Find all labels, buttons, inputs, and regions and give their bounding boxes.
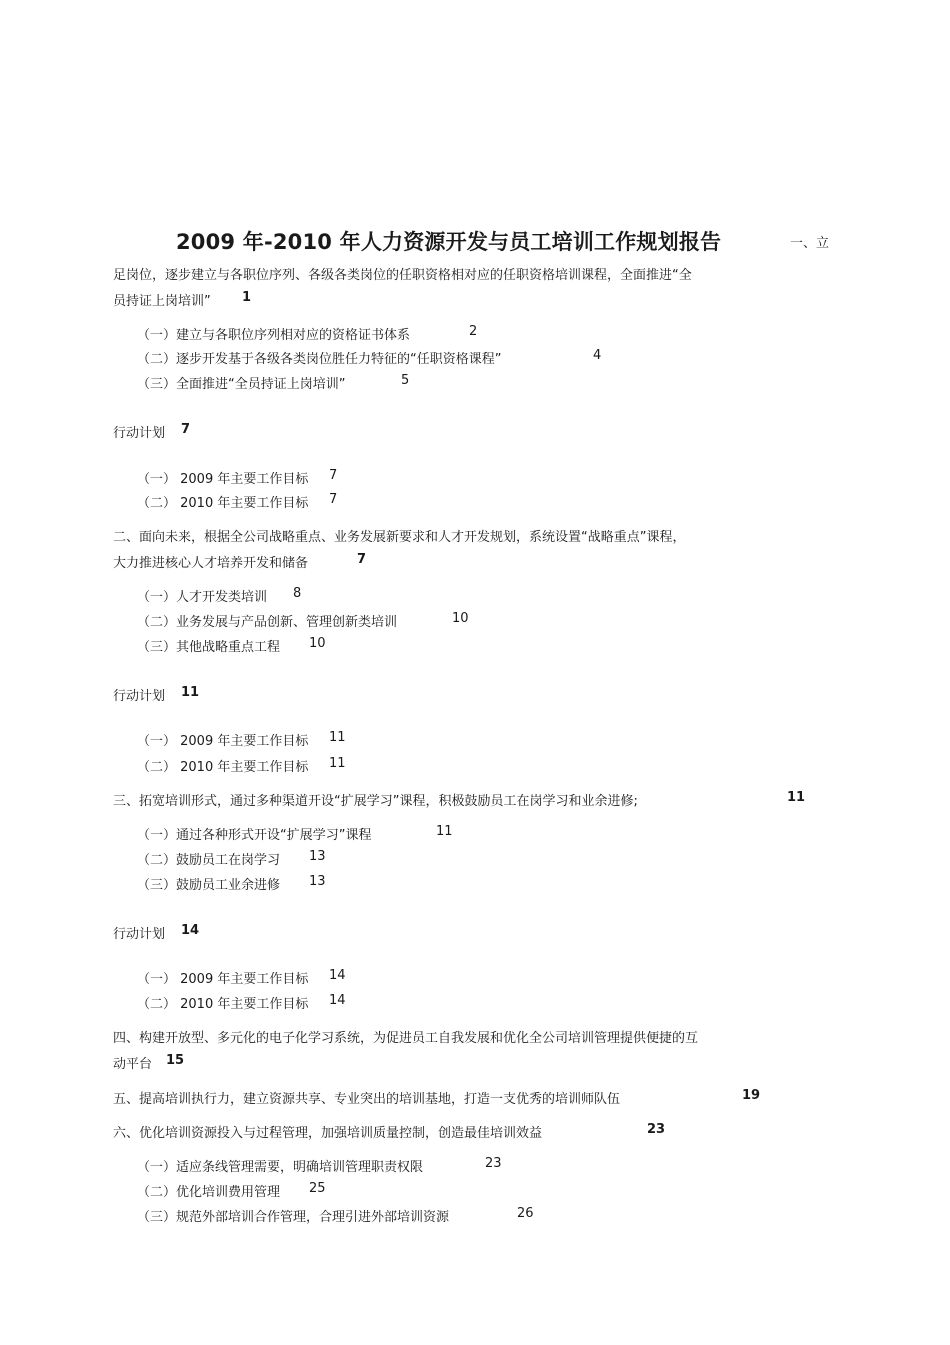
toc-item-3-1: （一）通过各种形式开设“扩展学习”课程 — [137, 828, 372, 843]
toc-section-6-line-1: 六、优化培训资源投入与过程管理，加强培训质量控制，创造最佳培训效益 — [113, 1126, 543, 1141]
toc-plan-1-item-2: （二） 2010 年主要工作目标 — [137, 496, 309, 511]
toc-item-6-1: （一）适应条线管理需要，明确培训管理职责权限 — [137, 1160, 424, 1175]
toc-item-2-3: （三）其他战略重点工程 — [137, 640, 281, 655]
toc-plan-2: 行动计划 — [113, 689, 166, 704]
document-title: 2009 年-2010 年人力资源开发与员工培训工作规划报告 — [176, 230, 722, 254]
toc-section-3-line-1: 三、拓宽培训形式，通过多种渠道开设“扩展学习”课程，积极鼓励员工在岗学习和业余进修; — [113, 794, 638, 809]
toc-section-5-page: 19 — [742, 1088, 761, 1103]
toc-item-1-1-page: 2 — [469, 324, 478, 339]
toc-item-2-1: （一）人才开发类培训 — [137, 590, 268, 605]
toc-item-6-1-page: 23 — [485, 1156, 502, 1171]
toc-plan-3: 行动计划 — [113, 927, 166, 942]
toc-plan-3-item-1: （一） 2009 年主要工作目标 — [137, 972, 309, 987]
toc-section-2-line-2: 大力推进核心人才培养开发和储备 — [113, 556, 309, 571]
toc-section-1-page: 1 — [242, 290, 252, 305]
toc-section-1-line-1: 足岗位，逐步建立与各职位序列、各级各类岗位的任职资格相对应的任职资格培训课程，全面推进“全 — [113, 268, 692, 283]
toc-item-6-2-page: 25 — [309, 1181, 326, 1196]
toc-item-1-2-page: 4 — [593, 348, 602, 363]
toc-section-5-line-1: 五、提高培训执行力，建立资源共享、专业突出的培训基地，打造一支优秀的培训师队伍 — [113, 1092, 621, 1107]
toc-item-2-3-page: 10 — [309, 636, 326, 651]
toc-item-2-2: （二）业务发展与产品创新、管理创新类培训 — [137, 615, 398, 630]
toc-plan-2-page: 11 — [181, 685, 200, 700]
toc-item-2-2-page: 10 — [452, 611, 469, 626]
toc-item-6-3: （三）规范外部培训合作管理，合理引进外部培训资源 — [137, 1210, 450, 1225]
toc-section-4-page: 15 — [166, 1053, 185, 1068]
toc-plan-3-item-1-page: 14 — [329, 968, 346, 983]
toc-plan-3-page: 14 — [181, 923, 200, 938]
toc-plan-3-item-2-page: 14 — [329, 993, 346, 1008]
toc-section-6-page: 23 — [647, 1122, 666, 1137]
toc-section-1-start: 一、立 — [790, 236, 830, 251]
toc-section-2-page: 7 — [357, 552, 367, 567]
toc-item-3-3-page: 13 — [309, 874, 326, 889]
toc-item-3-2-page: 13 — [309, 849, 326, 864]
toc-item-2-1-page: 8 — [293, 586, 302, 601]
toc-item-1-2: （二）逐步开发基于各级各类岗位胜任力特征的“任职资格课程” — [137, 352, 502, 367]
toc-section-4-line-2: 动平台 — [113, 1057, 153, 1072]
toc-item-6-3-page: 26 — [517, 1206, 534, 1221]
toc-item-3-1-page: 11 — [436, 824, 453, 839]
toc-section-4-line-1: 四、构建开放型、多元化的电子化学习系统，为促进员工自我发展和优化全公司培训管理提供便捷的互 — [113, 1031, 699, 1046]
toc-section-2-line-1: 二、面向未来，根据全公司战略重点、业务发展新要求和人才开发规划，系统设置“战略重点”课程， — [113, 530, 686, 545]
toc-plan-2-item-2: （二） 2010 年主要工作目标 — [137, 760, 309, 775]
toc-plan-1-item-2-page: 7 — [329, 492, 338, 507]
toc-plan-2-item-2-page: 11 — [329, 756, 346, 771]
toc-item-3-2: （二）鼓励员工在岗学习 — [137, 853, 281, 868]
toc-item-6-2: （二）优化培训费用管理 — [137, 1185, 281, 1200]
toc-item-1-3-page: 5 — [401, 373, 410, 388]
toc-item-3-3: （三）鼓励员工业余进修 — [137, 878, 281, 893]
toc-section-1-line-2: 员持证上岗培训” — [113, 294, 211, 309]
toc-plan-1-item-1: （一） 2009 年主要工作目标 — [137, 472, 309, 487]
toc-item-1-3: （三）全面推进“全员持证上岗培训” — [137, 377, 346, 392]
toc-section-3-page: 11 — [787, 790, 806, 805]
toc-plan-3-item-2: （二） 2010 年主要工作目标 — [137, 997, 309, 1012]
toc-plan-2-item-1-page: 11 — [329, 730, 346, 745]
toc-plan-1: 行动计划 — [113, 426, 166, 441]
toc-item-1-1: （一）建立与各职位序列相对应的资格证书体系 — [137, 328, 411, 343]
toc-plan-2-item-1: （一） 2009 年主要工作目标 — [137, 734, 309, 749]
toc-plan-1-item-1-page: 7 — [329, 468, 338, 483]
toc-plan-1-page: 7 — [181, 422, 191, 437]
